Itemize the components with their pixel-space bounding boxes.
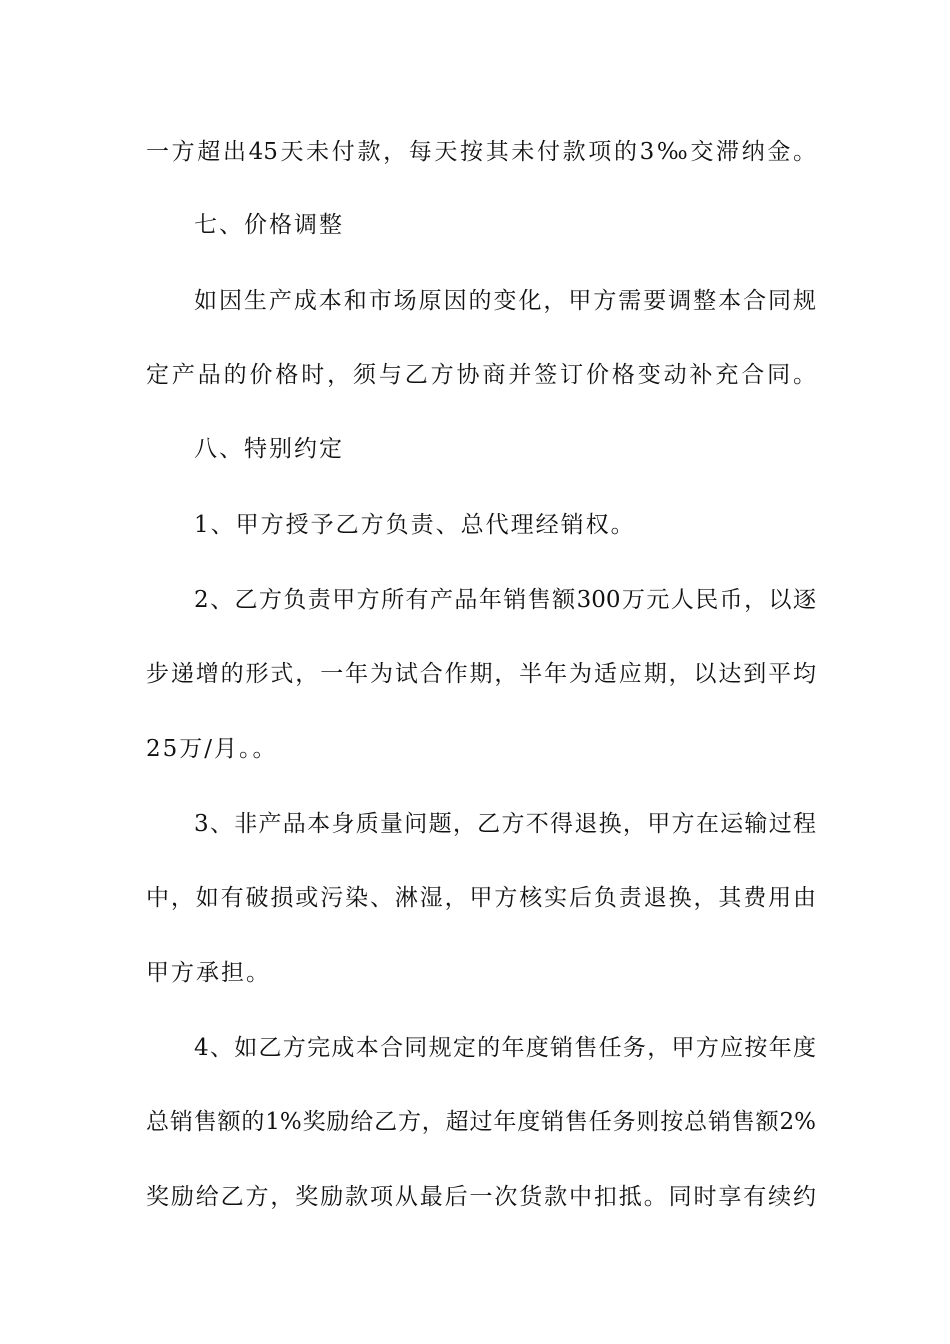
text-line: 3、非产品本身质量问题，乙方不得退换，甲方在运输过程 bbox=[194, 811, 816, 837]
text-line: 1、甲方授予乙方负责、总代理经销权。 bbox=[194, 512, 636, 538]
text-line: 一方超出45天未付款，每天按其未付款项的3‰交滞纳金。 bbox=[146, 139, 816, 165]
text-line: 总销售额的1%奖励给乙方，超过年度销售任务则按总销售额2% bbox=[146, 1109, 816, 1135]
text-line: 奖励给乙方，奖励款项从最后一次货款中扣抵。同时享有续约 bbox=[146, 1184, 816, 1210]
text-line: 甲方承担。 bbox=[146, 960, 271, 986]
text-line: 步递增的形式，一年为试合作期，半年为适应期，以达到平均 bbox=[146, 661, 816, 687]
section-heading: 七、价格调整 bbox=[194, 212, 344, 238]
text-line: 2、乙方负责甲方所有产品年销售额300万元人民币，以逐 bbox=[194, 587, 816, 613]
text-line: 中，如有破损或污染、淋湿，甲方核实后负责退换，其费用由 bbox=[146, 885, 816, 911]
text-line: 定产品的价格时，须与乙方协商并签订价格变动补充合同。 bbox=[146, 362, 816, 388]
section-heading: 八、特别约定 bbox=[194, 436, 344, 462]
text-line: 25万/月。。 bbox=[146, 736, 278, 762]
text-line: 如因生产成本和市场原因的变化，甲方需要调整本合同规 bbox=[194, 288, 816, 314]
text-line: 4、如乙方完成本合同规定的年度销售任务，甲方应按年度 bbox=[194, 1035, 816, 1061]
